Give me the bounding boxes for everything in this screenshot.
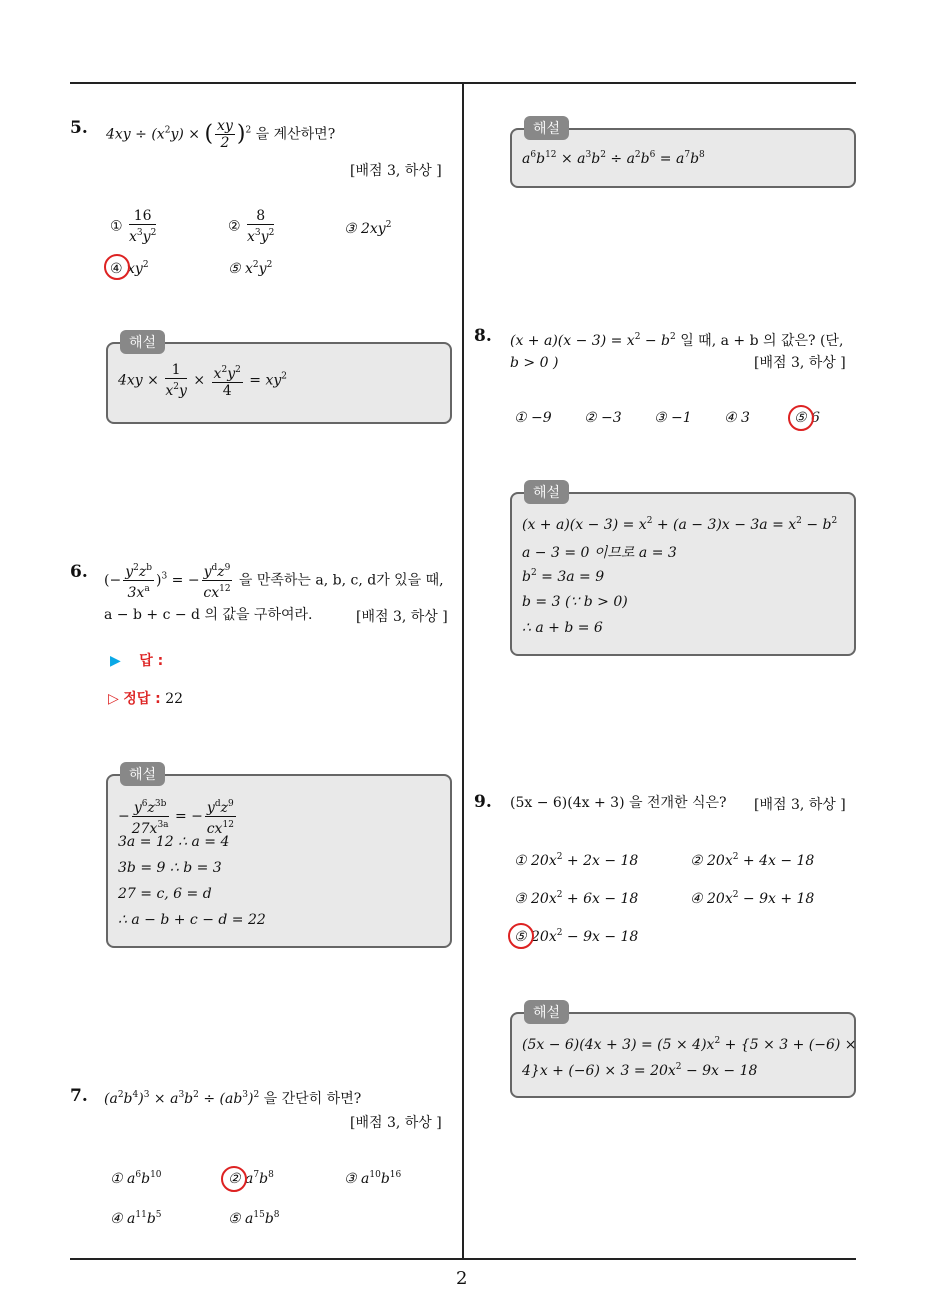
q9-solution-box [510,1012,856,1098]
question-8-number: 8. [474,326,492,346]
q7-choice-4[interactable]: ④ $a^{11}b^5$ [110,1210,162,1227]
question-9-meta: [배점 3, 하상 ] [754,797,846,813]
q6-sol-line4: 27 = c, 6 = d [118,886,212,902]
q9-choice-5[interactable]: ⑤ $20x^2 - 9x - 18$ [514,928,639,945]
q8-choice-2[interactable]: ② −3 [584,410,622,426]
q7-answer-mark [221,1166,247,1192]
q5-choice-2[interactable]: ② $\frac{8}{x^3y^2}$ [228,208,275,245]
question-5-number: 5. [70,118,88,138]
q8-sol-line5: ∴ a + b = 6 [522,620,603,636]
q8-solution-box [510,492,856,656]
q6-sol-line2: 3a = 12 ∴ a = 4 [118,834,230,850]
q5-solution-text: 4xy × $\frac{1}{x^2y}$ × $\frac{x^2y^2}{4}$ = $xy^2$ [118,362,288,399]
bottom-rule [70,1258,856,1260]
q8-choice-3[interactable]: ③ −1 [654,410,692,426]
q9-solution-tag: 해설 [524,1000,569,1024]
q8-choice-5[interactable]: ⑤ 6 [794,410,820,426]
question-7-number: 7. [70,1086,88,1106]
q6-sol-line1: − $\frac{y^6z^{3b}}{27x^{3a}}$ = − $\frac{y^dz^9}{cx^{12}}$ [118,796,238,837]
q8-answer-mark [788,405,814,431]
q6-answer-label: 답 : [139,653,164,669]
q5-solution-box [106,342,452,424]
q6-sol-line3: 3b = 9 ∴ b = 3 [118,860,222,876]
q8-sol-line1: $(x + a)(x - 3) = x^2 + (a - 3)x - 3a = x^2 - b^2$ [522,516,838,533]
q9-sol-line1: $(5x - 6)(4x + 3) = (5 \times 4)x^2 + \{5 \times 3 + (-6)$ × [522,1036,857,1053]
q8-solution-tag: 해설 [524,480,569,504]
q8-sol-line3: $b^2 = 3a = 9$ [522,568,605,585]
q9-choice-1[interactable]: ① $20x^2 + 2x - 18$ [514,852,639,869]
question-7-meta: [배점 3, 하상 ] [350,1115,442,1131]
question-8-line1: $(x + a)(x - 3) = x^2 - b^2$ 일 때, a + b 의 값은? (단, [510,332,844,349]
q5-choice-4[interactable]: ④ $xy^2$ [110,260,149,277]
q6-solution-tag: 해설 [120,762,165,786]
q7-choice-3[interactable]: ③ $a^{10}b^{16}$ [344,1170,402,1187]
q8-choice-4[interactable]: ④ 3 [724,410,750,426]
question-8-meta: [배점 3, 하상 ] [754,355,846,371]
q6-correct-answer: ▷ 정답 : 22 [108,691,184,707]
question-9-number: 9. [474,792,492,812]
q7-choice-5[interactable]: ⑤ $a^{15}b^8$ [228,1210,280,1227]
question-6-meta: [배점 3, 하상 ] [356,609,448,625]
column-divider [462,84,464,1260]
q8-choice-1[interactable]: ① −9 [514,410,552,426]
question-6-line1: (− $\frac{y^2z^b}{3x^a}$ )$^3$ = − $\frac{y^dz^9}{cx^{12}}$ 을 만족하는 a, b, c, d가 있을 때, [104,560,444,601]
q5-choice-1[interactable]: ① $\frac{16}{x^3y^2}$ [110,208,157,245]
q8-sol-line4: b = 3 (∵ b > 0) [522,594,628,610]
question-8-line2: b > 0 ) [510,355,559,371]
q9-choice-3[interactable]: ③ $20x^2 + 6x - 18$ [514,890,639,907]
q5-solution-tag: 해설 [120,330,165,354]
q7-solution-tag: 해설 [524,116,569,140]
q7-solution-text: $a^6b^{12} \times a^3b^2 \div a^2b^6 = a^7b^8$ [522,150,705,167]
question-5-meta: [배점 3, 하상 ] [350,163,442,179]
q9-choice-4[interactable]: ④ $20x^2 - 9x + 18$ [690,890,815,907]
q9-sol-line2: $4\}x + (-6) \times 3 = 20x^2 - 9x - 18$ [522,1062,758,1079]
q8-sol-line2: a − 3 = 0 이므로 a = 3 [522,545,677,561]
outline-triangle-icon: ▷ [108,691,119,707]
play-icon: ▶ [110,653,121,669]
question-7-text: $(a^2b^4)^3 \times a^3b^2 \div (ab^3)^2$ 을 간단히 하면? [104,1090,362,1107]
q9-answer-mark [508,923,534,949]
q5-answer-mark [104,254,130,280]
q6-solution-box [106,774,452,948]
page-number: 2 [456,1268,468,1289]
q6-sol-line5: ∴ a − b + c − d = 22 [118,912,266,928]
question-9-text: (5x − 6)(4x + 3) 을 전개한 식은? [510,795,727,811]
q7-choice-1[interactable]: ① $a^6b^{10}$ [110,1170,162,1187]
q6-answer-prompt [110,650,163,670]
question-6-line2: a − b + c − d 의 값을 구하여라. [104,607,313,623]
q7-choice-2[interactable]: ② $a^7b^8$ [228,1170,274,1187]
question-6-number: 6. [70,562,88,582]
q9-choice-2[interactable]: ② $20x^2 + 4x - 18$ [690,852,815,869]
q5-choice-3[interactable]: ③ $2xy^2$ [344,220,392,237]
question-5-text: $4xy \div (x^2y)$ × ( $\frac{xy}{2}$ )$^2$ 을 계산하면? [106,118,336,151]
q5-choice-5[interactable]: ⑤ $x^2y^2$ [228,260,273,277]
